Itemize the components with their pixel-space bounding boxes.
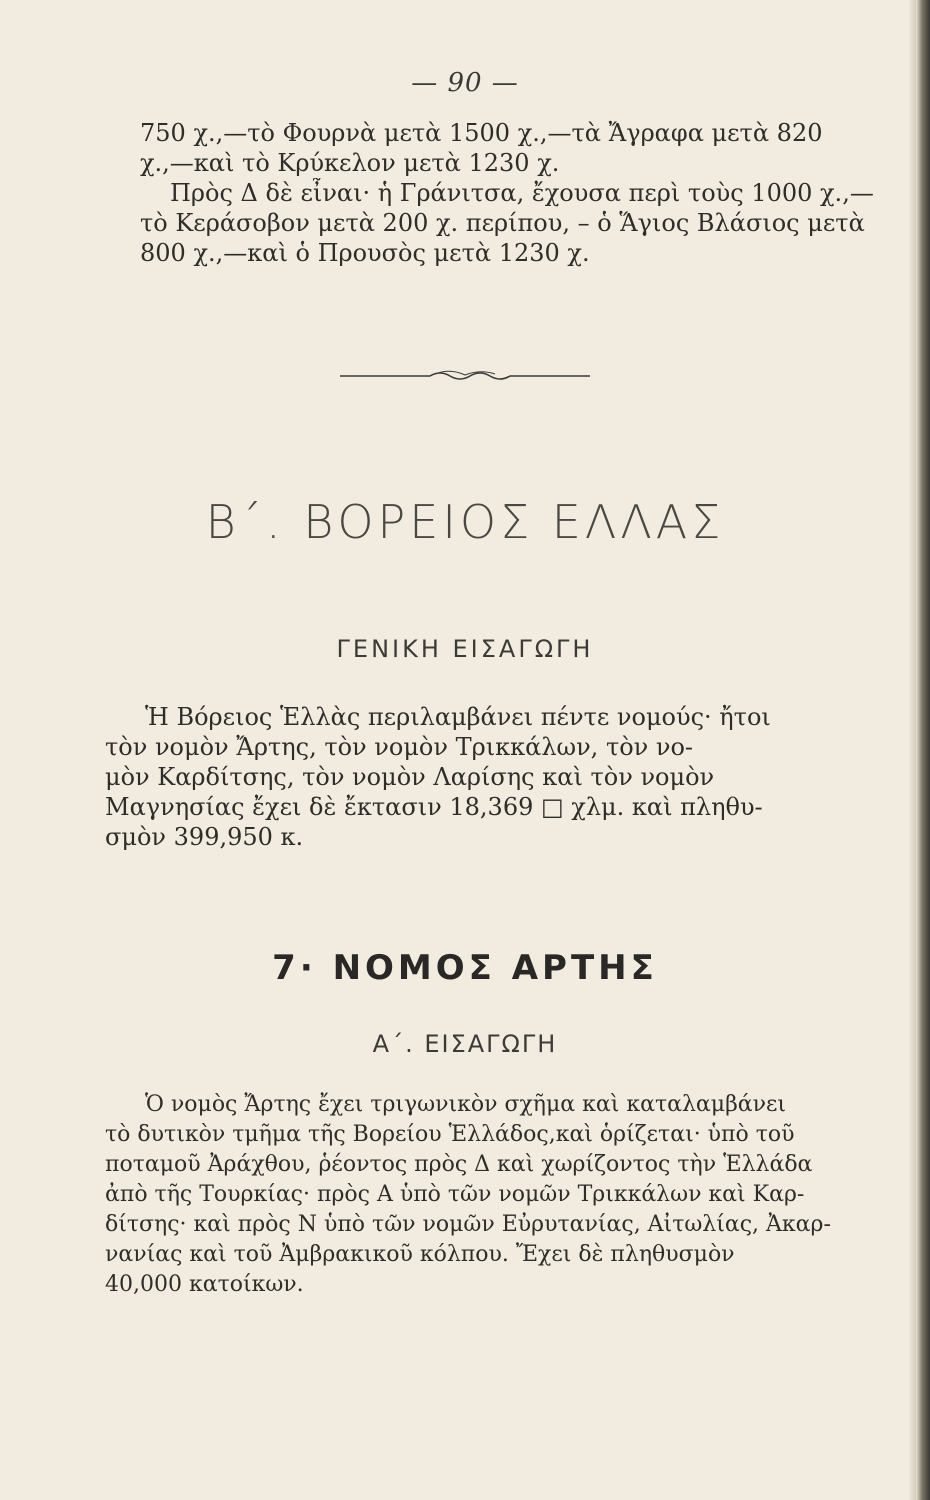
text-line: Ὁ νομὸς Ἄρτης ἔχει τριγωνικὸν σχῆμα καὶ καταλαμβάνει <box>145 1092 787 1117</box>
text-line: ἀπὸ τῆς Τουρκίας· πρὸς Α ὑπὸ τῶν νομῶν Τρικκάλων καὶ Καρ- <box>105 1182 805 1207</box>
text-line: μὸν Καρδίτσης, τὸν νομὸν Λαρίσης καὶ τὸν νομὸν <box>105 763 715 791</box>
nomos-subtitle: Α΄. ΕΙΣΑΓΩΓΗ <box>372 1030 558 1058</box>
text-line: τὸν νομὸν Ἄρτης, τὸν νομὸν Τρικκάλων, τὸν νο- <box>105 733 694 761</box>
page-gutter-shadow <box>908 0 916 1500</box>
text-line: σμὸν 399,950 κ. <box>105 823 304 851</box>
text-line: τὸ Κεράσοβον μετὰ 200 χ. περίπου, – ὁ Ἅγιος Βλάσιος μετὰ <box>140 209 865 237</box>
text-line: νανίας καὶ τοῦ Ἀμβρακικοῦ κόλπου. Ἔχει δὲ πληθυσμὸν <box>105 1242 735 1267</box>
text-line: Ἡ Βόρειος Ἑλλὰς περιλαμβάνει πέντε νομούς· ἤτοι <box>145 703 771 731</box>
text-line: Πρὸς Δ δὲ εἶναι· ἡ Γράνιτσα, ἔχουσα περὶ τοὺς 1000 χ.,— <box>170 179 874 207</box>
nomos-paragraph <box>105 1090 885 1300</box>
section-paragraph <box>105 702 880 852</box>
page-edge <box>916 0 930 1500</box>
section-subtitle: ΓΕΝΙΚΗ ΕΙΣΑΓΩΓΗ <box>336 635 594 663</box>
ornamental-divider <box>340 366 590 386</box>
text-line: ποταμοῦ Ἀράχθου, ῥέοντος πρὸς Δ καὶ χωρίζοντος τὴν Ἑλλάδα <box>105 1152 813 1177</box>
text-line: τὸ δυτικὸν τμῆμα τῆς Βορείου Ἑλλάδος,καὶ ὁρίζεται· ὑπὸ τοῦ <box>105 1122 795 1147</box>
text-line: δίτσης· καὶ πρὸς Ν ὑπὸ τῶν νομῶν Εὐρυτανίας, Αἰτωλίας, Ἀκαρ- <box>105 1212 831 1237</box>
text-line: 800 χ.,—καὶ ὁ Προυσὸς μετὰ 1230 χ. <box>140 239 590 267</box>
text-line: χ.,—καὶ τὸ Κρύκελον μετὰ 1230 χ. <box>140 149 560 177</box>
text-line: 750 χ.,—τὸ Φουρνὰ μετὰ 1500 χ.,—τὰ Ἄγραφα μετὰ 820 <box>140 119 823 147</box>
page-number: — 90 — <box>411 68 519 98</box>
text-line: 40,000 κατοίκων. <box>105 1272 304 1297</box>
text-line: Μαγνησίας ἔχει δὲ ἔκτασιν 18,369 □ χλμ. καὶ πληθυ- <box>105 793 763 821</box>
intro-paragraph <box>140 118 880 268</box>
nomos-title: 7· ΝΟΜΟΣ ΑΡΤΗΣ <box>272 948 658 988</box>
section-title: Β΄. ΒΟΡΕΙΟΣ ΕΛΛΑΣ <box>205 495 725 549</box>
